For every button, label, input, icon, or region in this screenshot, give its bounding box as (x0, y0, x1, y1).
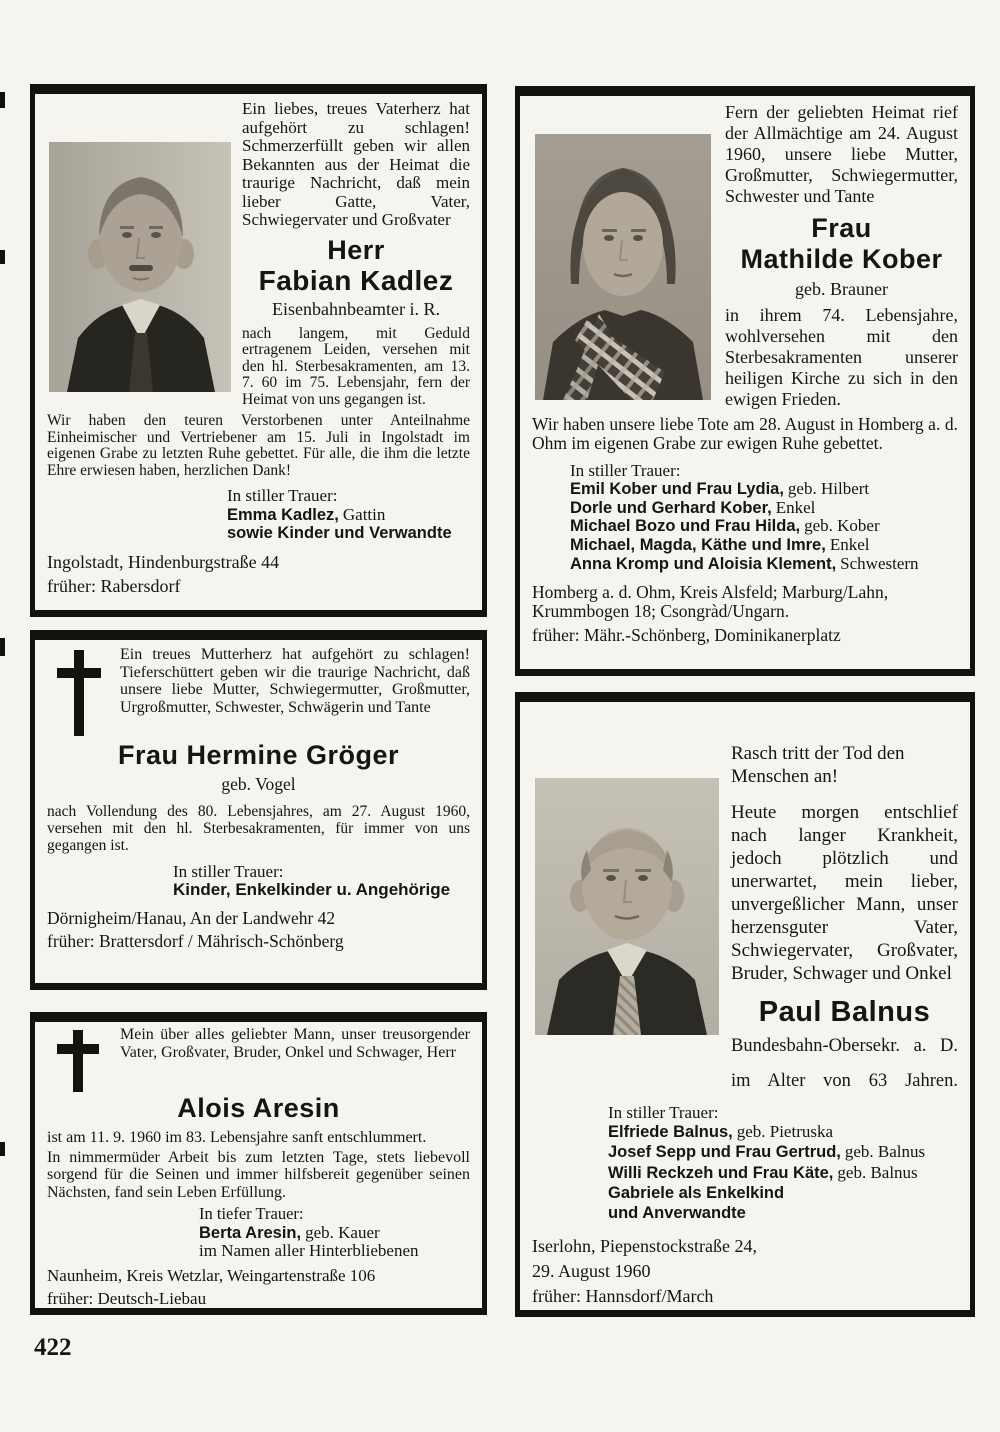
obituary-paul-balnus (515, 692, 975, 1317)
death-details: nach Vollendung des 80. Lebensjahres, am 27. August 1960, versehen mit den hl. Sterbesakramenten, für immer von uns gegangen ist. (47, 803, 470, 855)
mourner-name: Berta Aresin, (199, 1223, 302, 1242)
address-line: Naunheim, Kreis Wetzlar, Weingartenstraße 106 (47, 1265, 376, 1285)
death-details: nach langem, mit Geduld ertragenem Leiden, versehen mit den hl. Sterbesakramenten, am 13. 7. 60 im 75. Lebensjahr, fern der Heimat von uns gegangen ist. (242, 324, 470, 408)
mourner-relation: geb. Hilbert (787, 478, 870, 498)
honorific-title: Frau (811, 213, 872, 243)
death-details: Heute morgen entschlief nach langer Krankheit, jedoch plötzlich und unerwartet, mein lieber, unvergeßlicher Mann, unser herzensguter Vater, Schwiegervater, Großvater, Bruder, Schwager und Onkel (731, 802, 958, 984)
former-residence: früher: Hannsdorf/March (532, 1286, 714, 1307)
obituary-fabian-kadlez (30, 84, 487, 617)
mourner-line (227, 506, 470, 525)
burial-details: Wir haben den teuren Verstorbenen unter Anteilnahme Einheimischer und Vertriebener am 15. Juli in Ingolstadt im eigenen Grabe zu letzten Ruhe gebettet. Für alle, die ihm die letzte Ehre erwiesen haben, herzlichen Dank! (47, 412, 470, 479)
page-number: 422 (34, 1334, 72, 1361)
mourner-line (173, 881, 470, 900)
address-line: Dörnigheim/Hanau, An der Landwehr 42 (47, 907, 336, 928)
mourner-line (608, 1204, 958, 1224)
mourner-name: Emil Kober und Frau Lydia, (570, 479, 784, 498)
mourner-line (199, 1224, 470, 1243)
mourner-line (227, 524, 470, 543)
mourners-block (608, 1103, 958, 1224)
scan-artifact (0, 92, 5, 108)
mourner-line (570, 499, 958, 518)
deceased-name: Fabian Kadlez (258, 265, 454, 297)
mourner-line (570, 517, 958, 536)
former-residence: früher: Rabersdorf (47, 575, 181, 596)
mourner-name: sowie Kinder und Verwandte (227, 524, 452, 543)
mourner-name: Josef Sepp und Frau Gertrud, (608, 1143, 841, 1162)
mourner-relation: geb. Balnus (837, 1163, 918, 1183)
life-tribute: In nimmermüder Arbeit bis zum letzten Tage, stets liebevoll sorgend für die Seinen und immer hilfsbereit gegenüber seinen Nächsten, fand sein Leben Erfüllung. (47, 1148, 470, 1201)
deceased-profession: Eisenbahnbeamter i. R. (272, 299, 440, 320)
deceased-name: Frau Hermine Gröger (117, 740, 400, 770)
mourning-label: In stiller Trauer: (570, 460, 681, 480)
intro-text: Ein liebes, treues Vaterherz hat aufgehört zu schlagen! Schmerzerfüllt geben wir allen Bekannten aus der Heimat die traurige Nachricht, daß mein lieber Gatte, Vater, Schwiegervater und Großvater (242, 99, 470, 229)
mourner-name: Dorle und Gerhard Kober, (570, 498, 772, 517)
mourning-label: In stiller Trauer: (227, 486, 338, 506)
intro-verse: Rasch tritt der Tod den Menschen an! (731, 743, 905, 787)
mourner-relation: Enkel (775, 497, 816, 517)
scan-artifact (0, 1142, 5, 1156)
mourning-label: In tiefer Trauer: (199, 1204, 304, 1224)
address-block (47, 909, 470, 952)
mourner-name: Michael, Magda, Käthe und Imre, (570, 536, 826, 555)
mourner-line (608, 1163, 958, 1184)
intro-text: Ein treues Mutterherz hat aufgehört zu schlagen! Tieferschüttert geben wir die traurige Nachricht, daß unsere liebe Mutter, Schwiegermutter, Großmutter, Urgroßmutter, Schwester, Schwägerin und Tante (120, 646, 470, 716)
scan-artifact (0, 638, 5, 656)
mourner-line (608, 1142, 958, 1163)
deceased-name: Paul Balnus (758, 996, 931, 1028)
mourner-name: Elfriede Balnus, (608, 1122, 733, 1141)
maiden-name: geb. Brauner (795, 278, 888, 299)
mourners-block (570, 461, 958, 574)
mourner-name: Kinder, Enkelkinder u. Angehörige (173, 880, 451, 900)
honorific-title: Herr (327, 234, 385, 265)
mourner-relation: geb. Balnus (844, 1142, 926, 1162)
mourners-block (173, 862, 470, 900)
intro-text: Mein über alles geliebter Mann, unser treusorgender Vater, Großvater, Bruder, Onkel und Schwager, Herr (120, 1026, 470, 1061)
maiden-name: geb. Vogel (221, 774, 296, 795)
deceased-name: Alois Aresin (177, 1093, 340, 1123)
date-line: 29. August 1960 (532, 1261, 651, 1282)
mourning-label: In stiller Trauer: (173, 862, 284, 882)
mourner-name: Emma Kadlez, (227, 505, 339, 524)
deceased-profession: Bundesbahn-Obersekr. a. D. (731, 1036, 958, 1057)
address-line: Iserlohn, Piepenstockstraße 24, (532, 1235, 757, 1256)
mourner-relation: im Namen aller Hinterbliebenen (199, 1241, 419, 1261)
intro-text: Fern der geliebten Heimat rief der Allmächtige am 24. August 1960, unsere liebe Mutter, Großmutter, Schwiegermutter, Schwester und Tante (725, 102, 958, 206)
death-details: ist am 11. 9. 1960 im 83. Lebensjahre sanft entschlummert. (47, 1129, 427, 1147)
address-block (532, 1236, 958, 1306)
address-block (47, 552, 470, 596)
obituary-mathilde-kober (515, 86, 975, 676)
mourners-block (199, 1205, 470, 1261)
mourner-line (570, 480, 958, 499)
portrait-photo-kober (535, 134, 711, 400)
former-residence: früher: Deutsch-Liebau (47, 1288, 207, 1308)
mourner-name: und Anverwandte (608, 1204, 746, 1223)
mourner-line (608, 1122, 958, 1143)
mourner-relation: Schwestern (840, 553, 919, 573)
cross-icon (47, 646, 120, 736)
mourners-block (227, 486, 470, 542)
death-details: in ihrem 74. Lebensjahre, wohlversehen mit den Sterbesakramenten unserer heiligen Kirche zu sich in den ewigen Frieden. (725, 304, 958, 409)
deceased-name: Mathilde Kober (740, 243, 943, 274)
mourner-relation: geb. Pietruska (736, 1121, 834, 1141)
obituary-alois-aresin (30, 1012, 487, 1315)
mourner-relation: Gattin (342, 504, 386, 524)
address-block (532, 583, 958, 646)
mourner-line (570, 536, 958, 555)
mourner-name: Willi Reckzeh und Frau Käte, (608, 1164, 834, 1183)
mourner-line (199, 1242, 470, 1261)
mourner-name: Gabriele als Enkelkind (608, 1184, 785, 1203)
mourner-line (608, 1184, 958, 1204)
scan-artifact (0, 250, 5, 264)
mourner-line (570, 555, 958, 574)
former-residence: früher: Brattersdorf / Mährisch-Schönberg (47, 931, 344, 952)
address-line: Homberg a. d. Ohm, Kreis Alsfeld; Marburg/Lahn, Krummbogen 18; Csongràd/Ungarn. (532, 581, 889, 622)
burial-details: Wir haben unsere liebe Tote am 28. August in Homberg a. d. Ohm im eigenen Grabe zur ewigen Ruhe gebettet. (532, 413, 958, 454)
address-block (47, 1266, 470, 1308)
cross-icon (47, 1026, 120, 1092)
former-residence: früher: Mähr.-Schönberg, Dominikanerplatz (532, 624, 841, 645)
address-line: Ingolstadt, Hindenburgstraße 44 (47, 551, 280, 572)
mourner-relation: Enkel (829, 535, 870, 555)
portrait-photo-balnus (535, 778, 719, 1035)
mourner-relation: geb. Kauer (305, 1222, 380, 1242)
age-line: im Alter von 63 Jahren. (731, 1070, 958, 1091)
mourner-name: Anna Kromp und Aloisia Klement, (570, 554, 837, 573)
mourner-relation: geb. Kober (804, 516, 880, 536)
mourner-name: Michael Bozo und Frau Hilda, (570, 517, 801, 536)
obituary-hermine-groeger (30, 630, 487, 990)
mourning-label: In stiller Trauer: (608, 1102, 719, 1122)
portrait-photo-kadlez (49, 142, 231, 392)
